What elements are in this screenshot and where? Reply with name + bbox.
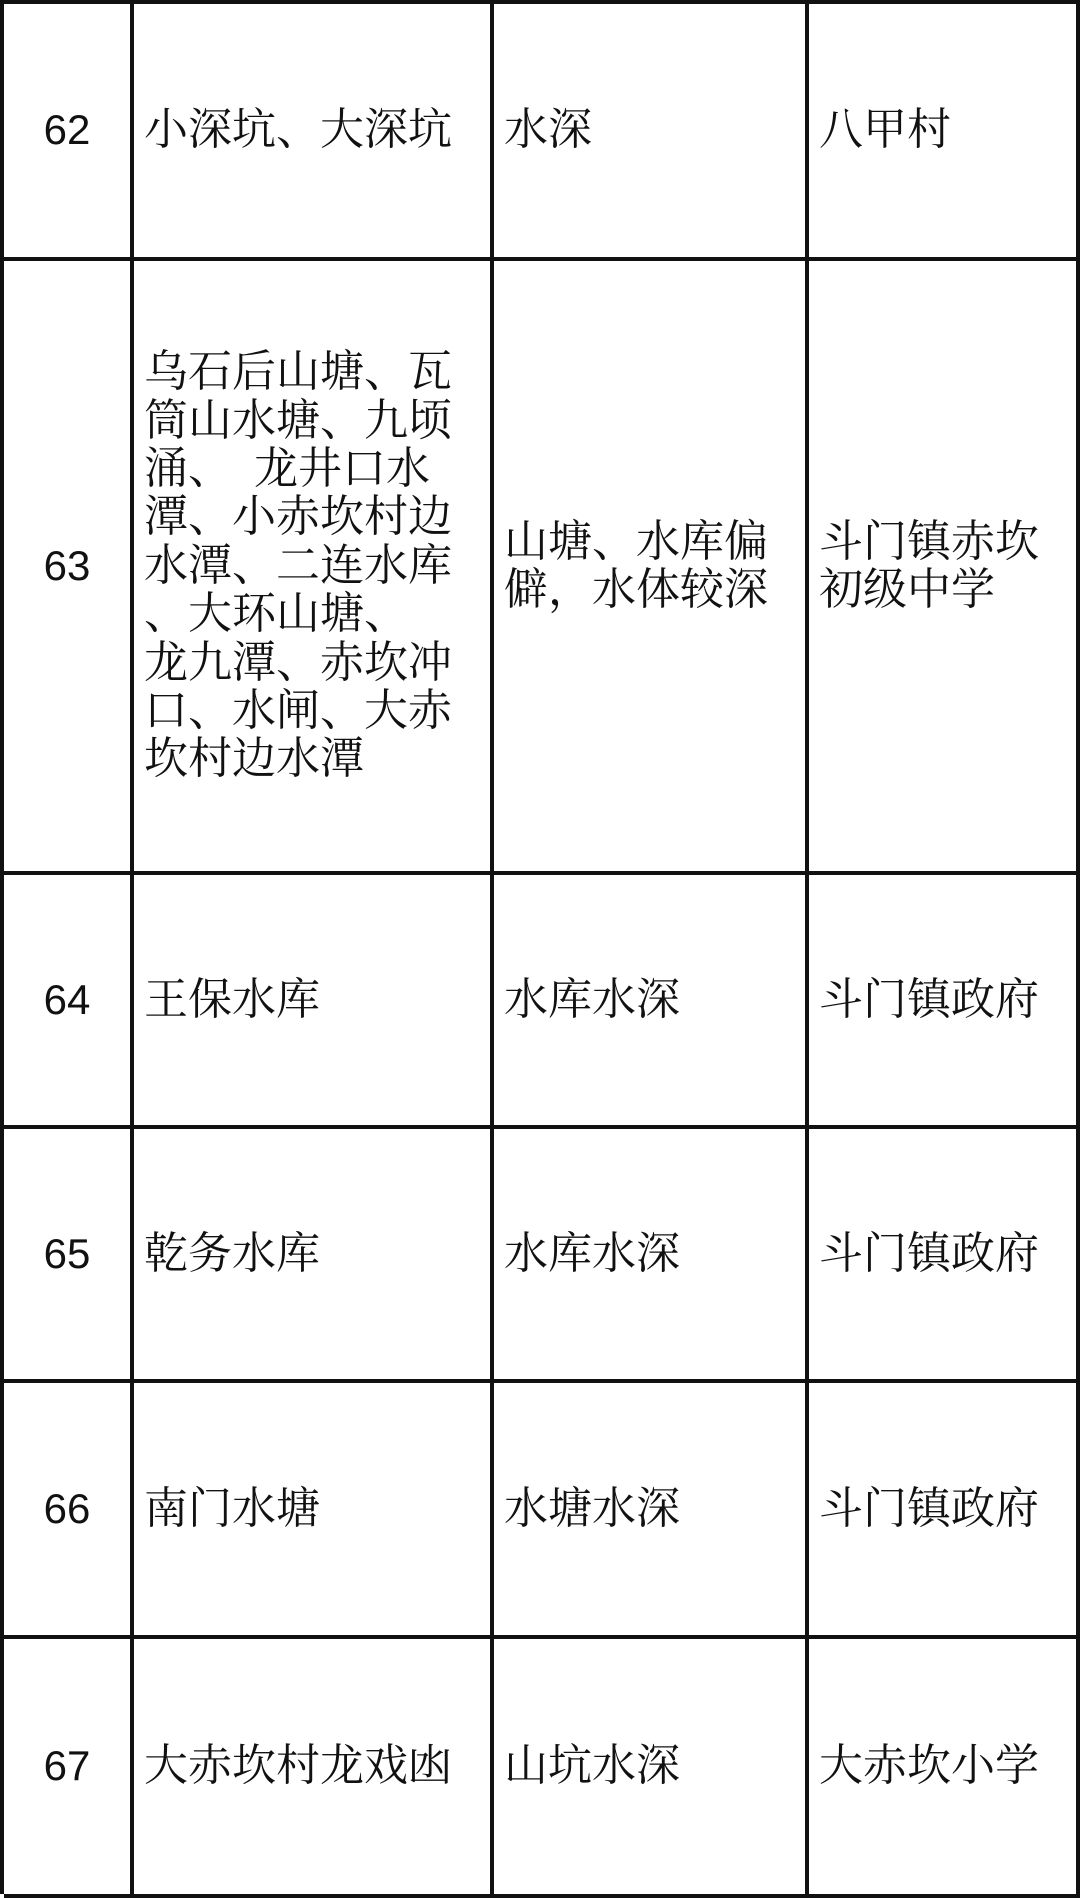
row-index: 67 — [43, 1742, 91, 1790]
location-cell — [134, 4, 494, 261]
hazard-cell — [494, 1129, 809, 1383]
row-index: 66 — [43, 1484, 91, 1532]
row-index: 65 — [43, 1229, 91, 1277]
location-text: 南门水塘 — [144, 1482, 320, 1534]
hazard-text: 水库水深 — [504, 1227, 680, 1279]
location-cell — [134, 261, 494, 875]
hazard-text: 水库水深 — [504, 973, 680, 1025]
location-cell — [134, 875, 494, 1129]
hazard-text: 山坑水深 — [504, 1740, 680, 1792]
location-text: 大赤坎村龙戏凼 — [144, 1740, 452, 1792]
row-index-cell — [4, 875, 134, 1129]
location-text: 乌石后山塘、瓦 筒山水塘、九顷 涌、 龙井口水 潭、小赤坎村边 水潭、二连水库 、大环山塘、 龙九潭、赤坎冲 口、水闸、大赤 坎村边水潭 — [144, 346, 452, 785]
hazard-cell — [494, 4, 809, 261]
location-text: 乾务水库 — [144, 1227, 320, 1279]
responsible-text: 斗门镇赤坎 初级中学 — [819, 515, 1039, 615]
row-index-cell — [4, 1383, 134, 1639]
hazard-text: 水塘水深 — [504, 1482, 680, 1534]
hazard-cell — [494, 1639, 809, 1898]
hazard-cell — [494, 1383, 809, 1639]
row-index-cell — [4, 4, 134, 261]
location-text: 王保水库 — [144, 973, 320, 1025]
hazard-text: 山塘、水库偏 僻，水体较深 — [504, 515, 768, 615]
responsible-text: 斗门镇政府 — [819, 1482, 1039, 1534]
responsible-cell — [809, 261, 1080, 875]
row-index: 63 — [43, 541, 91, 589]
responsible-cell — [809, 1129, 1080, 1383]
row-index-cell — [4, 261, 134, 875]
responsible-cell — [809, 1639, 1080, 1898]
hazard-cell — [494, 261, 809, 875]
location-cell — [134, 1129, 494, 1383]
hazard-text: 水深 — [504, 104, 592, 156]
responsible-text: 大赤坎小学 — [819, 1740, 1039, 1792]
responsible-cell — [809, 4, 1080, 261]
responsible-text: 斗门镇政府 — [819, 973, 1039, 1025]
location-cell — [134, 1639, 494, 1898]
location-text: 小深坑、大深坑 — [144, 104, 452, 156]
responsible-cell — [809, 875, 1080, 1129]
row-index: 64 — [43, 975, 91, 1023]
row-index: 62 — [43, 106, 91, 154]
row-index-cell — [4, 1129, 134, 1383]
responsible-text: 斗门镇政府 — [819, 1227, 1039, 1279]
responsible-cell — [809, 1383, 1080, 1639]
responsible-text: 八甲村 — [819, 104, 951, 156]
location-cell — [134, 1383, 494, 1639]
hazard-cell — [494, 875, 809, 1129]
row-index-cell — [4, 1639, 134, 1898]
